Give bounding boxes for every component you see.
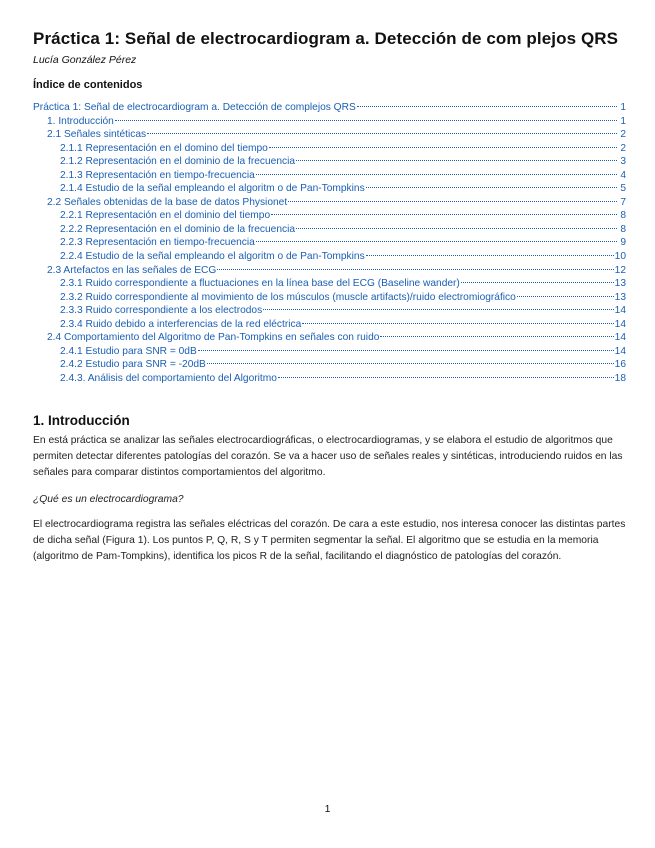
toc-link[interactable]: [33, 372, 626, 386]
toc-link[interactable]: [33, 155, 626, 169]
toc-entry-text: 2.3.4 Ruido debido a interferencias de la red eléctrica: [60, 318, 302, 330]
toc-link[interactable]: [33, 358, 626, 372]
toc-page-number: 1: [620, 102, 626, 113]
toc-dot-leader: [263, 309, 613, 310]
toc-dot-leader: [256, 174, 617, 175]
toc-entry-text: 2.2.2 Representación en el dominio de la frecuencia: [60, 223, 296, 235]
toc-entry-text: 2.4.1 Estudio para SNR = 0dB: [60, 345, 197, 357]
toc-dot-leader: [288, 201, 617, 202]
toc-dot-leader: [366, 187, 617, 188]
toc-entry-text: 2.1 Señales sintéticas: [47, 129, 147, 141]
toc-link[interactable]: [33, 115, 626, 129]
toc-page-number: 2: [620, 142, 626, 154]
toc-link[interactable]: [33, 236, 626, 250]
toc-entry-text: 2.2.4 Estudio de la señal empleando el algoritm o de Pan-Tompkins: [60, 251, 365, 263]
toc-entry-text: 2.2 Señales obtenidas de la base de datos Physionet: [47, 196, 288, 208]
toc-entry-text: 2.1.1 Representación en el domino del tiempo: [60, 142, 268, 154]
toc-page-number: 3: [620, 156, 626, 168]
toc-link[interactable]: [33, 318, 626, 332]
toc-link[interactable]: [33, 101, 626, 115]
toc-link[interactable]: [33, 196, 626, 210]
toc-dot-leader: [357, 106, 617, 107]
toc-page-number: 5: [620, 183, 626, 195]
toc-dot-leader: [366, 255, 614, 256]
toc-dot-leader: [217, 269, 613, 270]
toc-link[interactable]: [33, 169, 626, 183]
toc-heading: Índice de contenidos: [33, 79, 143, 91]
toc-page-number: 1: [620, 115, 626, 127]
toc-dot-leader: [271, 214, 617, 215]
toc-dot-leader: [256, 241, 617, 242]
toc-link[interactable]: [33, 264, 626, 278]
toc-page-number: 14: [614, 332, 626, 344]
toc-page-number: 7: [620, 196, 626, 208]
toc-dot-leader: [207, 363, 614, 364]
toc-page-number: 18: [614, 372, 626, 384]
toc-page-number: 14: [614, 305, 626, 317]
toc-entry-text: 2.1.4 Estudio de la señal empleando el algoritm o de Pan-Tompkins: [60, 183, 365, 195]
toc-page-number: 9: [620, 237, 626, 249]
toc-entry-text: 1. Introducción: [47, 115, 114, 127]
toc-page-number: 14: [614, 345, 626, 357]
toc-entry-text: 2.1.3 Representación en tiempo-frecuencia: [60, 169, 255, 181]
intro-paragraph: En está práctica se analizar las señales electrocardiográficas, o electrocardiogramas, y se elabora el estudio de algoritmos que permiten detectar diferentes patologías del corazón. Se va a hacer uso de señales reales y sintéticas, introduciendo ruidos en las señales para comparar distintos comportamientos del algoritmo.: [33, 435, 623, 478]
toc-entry-text: 2.2.1 Representación en el dominio del tiempo: [60, 210, 271, 222]
toc-page-number: 12: [614, 264, 626, 276]
toc-entry-text: Práctica 1: Señal de electrocardiogram a. Detección de complejos QRS: [33, 102, 356, 113]
toc-link[interactable]: [33, 277, 626, 291]
toc-page-number: 8: [620, 210, 626, 222]
toc-entry-text: 2.3 Artefactos en las señales de ECG: [47, 264, 217, 276]
toc-page-number: 14: [614, 318, 626, 330]
question-subheading: ¿Qué es un electrocardiograma?: [33, 494, 184, 505]
toc-dot-leader: [296, 228, 617, 229]
toc-entry-text: 2.1.2 Representación en el dominio de la frecuencia: [60, 156, 296, 168]
toc-page-number: 8: [620, 223, 626, 235]
toc-entry-text: 2.3.1 Ruido correspondiente a fluctuaciones en la línea base del ECG (Baseline wander): [60, 278, 460, 290]
toc-link[interactable]: [33, 291, 626, 305]
toc-link[interactable]: [33, 223, 626, 237]
toc-dot-leader: [302, 323, 613, 324]
toc-link[interactable]: [33, 182, 626, 196]
document-title: Práctica 1: Señal de electrocardiogram a. Detección de com plejos QRS: [33, 29, 619, 48]
toc-dot-leader: [198, 350, 614, 351]
toc-entry-text: 2.4.3. Análisis del comportamiento del Algoritmo: [60, 372, 277, 384]
toc-dot-leader: [517, 296, 614, 297]
toc-link[interactable]: [33, 345, 626, 359]
toc-page-number: 4: [620, 169, 626, 181]
toc-dot-leader: [296, 160, 617, 161]
toc-entry-text: 2.3.2 Ruido correspondiente al movimiento de los músculos (muscle artifacts)/ruido electromiográfico: [60, 291, 516, 303]
section-heading-introduccion: 1. Introducción: [33, 413, 130, 428]
toc-page-number: 13: [614, 291, 626, 303]
toc-entry-text: 2.4 Comportamiento del Algoritmo de Pan-Tompkins en señales con ruido: [47, 332, 380, 344]
toc-entry-text: 2.3.3 Ruido correspondiente a los electrodos: [60, 305, 263, 317]
toc-link[interactable]: [33, 142, 626, 156]
toc-link[interactable]: [33, 304, 626, 318]
toc-dot-leader: [380, 336, 613, 337]
document-author: Lucía González Pérez: [33, 54, 137, 66]
toc-entry-text: 2.4.2 Estudio para SNR = -20dB: [60, 359, 206, 371]
toc-page-number: 10: [614, 251, 626, 263]
table-of-contents: [33, 101, 626, 385]
toc-page-number: 16: [614, 359, 626, 371]
toc-page-number: 2: [620, 129, 626, 141]
toc-dot-leader: [269, 147, 617, 148]
toc-link[interactable]: [33, 250, 626, 264]
toc-page-number: 13: [614, 278, 626, 290]
toc-dot-leader: [278, 377, 614, 378]
toc-link[interactable]: [33, 128, 626, 142]
toc-link[interactable]: [33, 331, 626, 345]
toc-link[interactable]: [33, 209, 626, 223]
toc-dot-leader: [147, 133, 617, 134]
toc-dot-leader: [115, 120, 617, 121]
ecg-paragraph: El electrocardiograma registra las señales eléctricas del corazón. De cara a este estudio, nos interesa conocer las distintas partes de dicha señal (Figura 1). Los puntos P, Q, R, S y T permiten segmentar la señal. El algoritmo que se estudia en la memoria (algoritmo de Pam-Tompkins), identifica los picos R de la señal, facilitando el diagnóstico de patologías del corazón.: [33, 519, 626, 562]
toc-entry-text: 2.2.3 Representación en tiempo-frecuencia: [60, 237, 255, 249]
page-number: 1: [324, 803, 331, 815]
toc-dot-leader: [461, 282, 614, 283]
